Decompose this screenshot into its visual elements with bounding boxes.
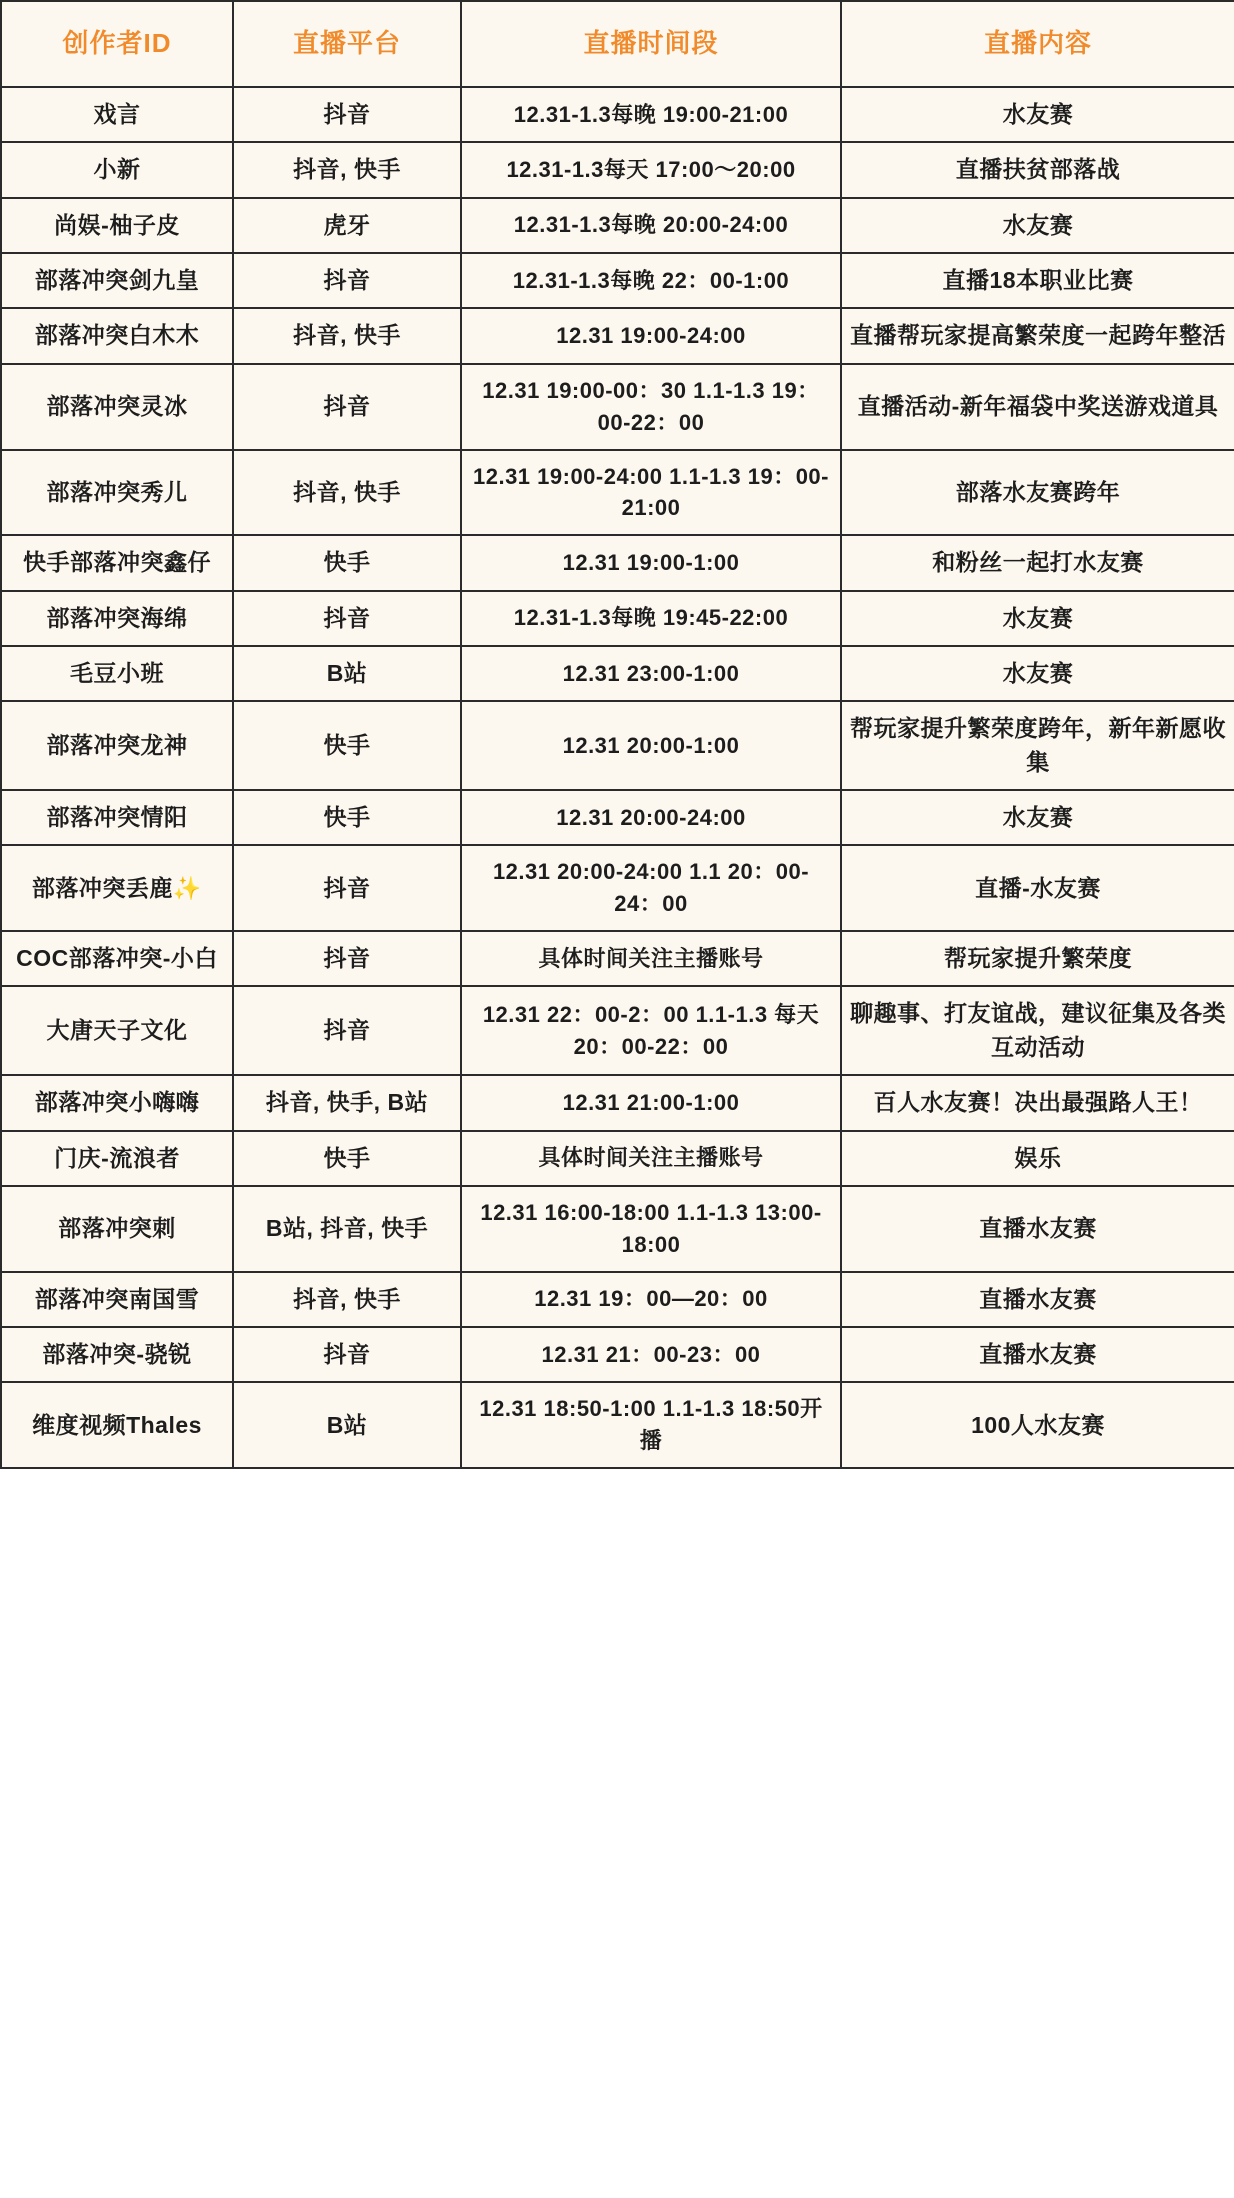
cell-time-slot: 12.31-1.3每晚 19:45-22:00	[461, 591, 841, 646]
cell-creator-id: 部落冲突-骁锐	[1, 1327, 233, 1382]
cell-content: 水友赛	[841, 87, 1234, 142]
table-header-row	[1, 1, 1234, 87]
cell-platform: 快手	[233, 1131, 461, 1186]
cell-creator-id: 部落冲突情阳	[1, 790, 233, 845]
cell-content: 直播18本职业比赛	[841, 253, 1234, 308]
cell-content: 直播-水友赛	[841, 845, 1234, 931]
cell-creator-id: 部落冲突秀儿	[1, 450, 233, 536]
cell-time-slot: 12.31 19：00—20：00	[461, 1272, 841, 1327]
cell-content: 直播水友赛	[841, 1327, 1234, 1382]
table-row	[1, 87, 1234, 142]
cell-time-slot: 12.31 19:00-1:00	[461, 535, 841, 590]
cell-platform: 快手	[233, 535, 461, 590]
cell-creator-id: 毛豆小班	[1, 646, 233, 701]
cell-time-slot: 12.31 16:00-18:00 1.1-1.3 13:00-18:00	[461, 1186, 841, 1272]
table-header	[1, 1, 1234, 87]
cell-content: 水友赛	[841, 790, 1234, 845]
cell-platform: 抖音, 快手	[233, 450, 461, 536]
cell-platform: B站, 抖音, 快手	[233, 1186, 461, 1272]
table-row	[1, 364, 1234, 450]
cell-content: 水友赛	[841, 198, 1234, 253]
cell-creator-id: 尚娱-柚子皮	[1, 198, 233, 253]
cell-creator-id: 部落冲突南国雪	[1, 1272, 233, 1327]
cell-platform: 抖音, 快手, B站	[233, 1075, 461, 1130]
cell-creator-id: 部落冲突刺	[1, 1186, 233, 1272]
cell-creator-id: 戏言	[1, 87, 233, 142]
cell-time-slot: 12.31 19:00-24:00 1.1-1.3 19：00-21:00	[461, 450, 841, 536]
cell-content: 直播扶贫部落战	[841, 142, 1234, 197]
cell-creator-id: 维度视频Thales	[1, 1382, 233, 1468]
cell-platform: 抖音, 快手	[233, 308, 461, 363]
cell-platform: 快手	[233, 790, 461, 845]
table-row	[1, 308, 1234, 363]
cell-content: 水友赛	[841, 646, 1234, 701]
cell-platform: 虎牙	[233, 198, 461, 253]
cell-time-slot: 12.31 20:00-24:00 1.1 20：00-24：00	[461, 845, 841, 931]
cell-creator-id: 部落冲突灵冰	[1, 364, 233, 450]
cell-time-slot: 具体时间关注主播账号	[461, 931, 841, 986]
cell-content: 部落水友赛跨年	[841, 450, 1234, 536]
table-row	[1, 790, 1234, 845]
column-header-creator-id: 创作者ID	[1, 1, 233, 87]
table-row	[1, 253, 1234, 308]
table-row	[1, 1131, 1234, 1186]
cell-creator-id: 部落冲突剑九皇	[1, 253, 233, 308]
cell-platform: B站	[233, 646, 461, 701]
cell-creator-id: 小新	[1, 142, 233, 197]
table-row	[1, 535, 1234, 590]
cell-platform: 抖音	[233, 931, 461, 986]
cell-platform: 抖音	[233, 591, 461, 646]
cell-creator-id: 快手部落冲突鑫仔	[1, 535, 233, 590]
cell-time-slot: 12.31 19:00-00：30 1.1-1.3 19：00-22：00	[461, 364, 841, 450]
table-row	[1, 1327, 1234, 1382]
table-row	[1, 142, 1234, 197]
cell-content: 直播帮玩家提高繁荣度一起跨年整活	[841, 308, 1234, 363]
table-row	[1, 198, 1234, 253]
cell-time-slot: 12.31-1.3每天 17:00～20:00	[461, 142, 841, 197]
cell-time-slot: 12.31 22：00-2：00 1.1-1.3 每天20：00-22：00	[461, 986, 841, 1075]
table-row	[1, 701, 1234, 790]
cell-time-slot: 12.31 21：00-23：00	[461, 1327, 841, 1382]
cell-time-slot: 12.31-1.3每晚 22：00-1:00	[461, 253, 841, 308]
cell-content: 帮玩家提升繁荣度	[841, 931, 1234, 986]
table-row	[1, 1382, 1234, 1468]
cell-creator-id: 部落冲突龙神	[1, 701, 233, 790]
cell-creator-id: 部落冲突丢鹿✨	[1, 845, 233, 931]
cell-content: 直播水友赛	[841, 1272, 1234, 1327]
cell-platform: 抖音, 快手	[233, 142, 461, 197]
column-header-platform: 直播平台	[233, 1, 461, 87]
cell-time-slot: 具体时间关注主播账号	[461, 1131, 841, 1186]
cell-content: 直播水友赛	[841, 1186, 1234, 1272]
cell-time-slot: 12.31 21:00-1:00	[461, 1075, 841, 1130]
table-row	[1, 646, 1234, 701]
cell-content: 水友赛	[841, 591, 1234, 646]
cell-content: 帮玩家提升繁荣度跨年，新年新愿收集	[841, 701, 1234, 790]
cell-platform: B站	[233, 1382, 461, 1468]
column-header-time-slot: 直播时间段	[461, 1, 841, 87]
cell-time-slot: 12.31-1.3每晚 20:00-24:00	[461, 198, 841, 253]
table-row	[1, 845, 1234, 931]
cell-creator-id: 部落冲突海绵	[1, 591, 233, 646]
cell-creator-id: 大唐天子文化	[1, 986, 233, 1075]
cell-creator-id: 部落冲突白木木	[1, 308, 233, 363]
cell-time-slot: 12.31 18:50-1:00 1.1-1.3 18:50开播	[461, 1382, 841, 1468]
cell-time-slot: 12.31-1.3每晚 19:00-21:00	[461, 87, 841, 142]
cell-platform: 抖音	[233, 253, 461, 308]
cell-platform: 快手	[233, 701, 461, 790]
table-row	[1, 986, 1234, 1075]
table-row	[1, 1272, 1234, 1327]
cell-creator-id: 门庆-流浪者	[1, 1131, 233, 1186]
table-row	[1, 450, 1234, 536]
cell-time-slot: 12.31 20:00-1:00	[461, 701, 841, 790]
table-row	[1, 1075, 1234, 1130]
cell-platform: 抖音, 快手	[233, 1272, 461, 1327]
table-body	[1, 87, 1234, 1468]
cell-content: 直播活动-新年福袋中奖送游戏道具	[841, 364, 1234, 450]
table-row	[1, 591, 1234, 646]
cell-platform: 抖音	[233, 845, 461, 931]
table-row	[1, 1186, 1234, 1272]
cell-platform: 抖音	[233, 364, 461, 450]
cell-content: 和粉丝一起打水友赛	[841, 535, 1234, 590]
cell-content: 100人水友赛	[841, 1382, 1234, 1468]
cell-platform: 抖音	[233, 87, 461, 142]
cell-platform: 抖音	[233, 1327, 461, 1382]
cell-time-slot: 12.31 20:00-24:00	[461, 790, 841, 845]
cell-content: 娱乐	[841, 1131, 1234, 1186]
cell-creator-id: 部落冲突小嗨嗨	[1, 1075, 233, 1130]
cell-time-slot: 12.31 23:00-1:00	[461, 646, 841, 701]
cell-creator-id: COC部落冲突-小白	[1, 931, 233, 986]
cell-time-slot: 12.31 19:00-24:00	[461, 308, 841, 363]
column-header-content: 直播内容	[841, 1, 1234, 87]
cell-content: 聊趣事、打友谊战，建议征集及各类互动活动	[841, 986, 1234, 1075]
cell-platform: 抖音	[233, 986, 461, 1075]
table-row	[1, 931, 1234, 986]
cell-content: 百人水友赛！决出最强路人王！	[841, 1075, 1234, 1130]
